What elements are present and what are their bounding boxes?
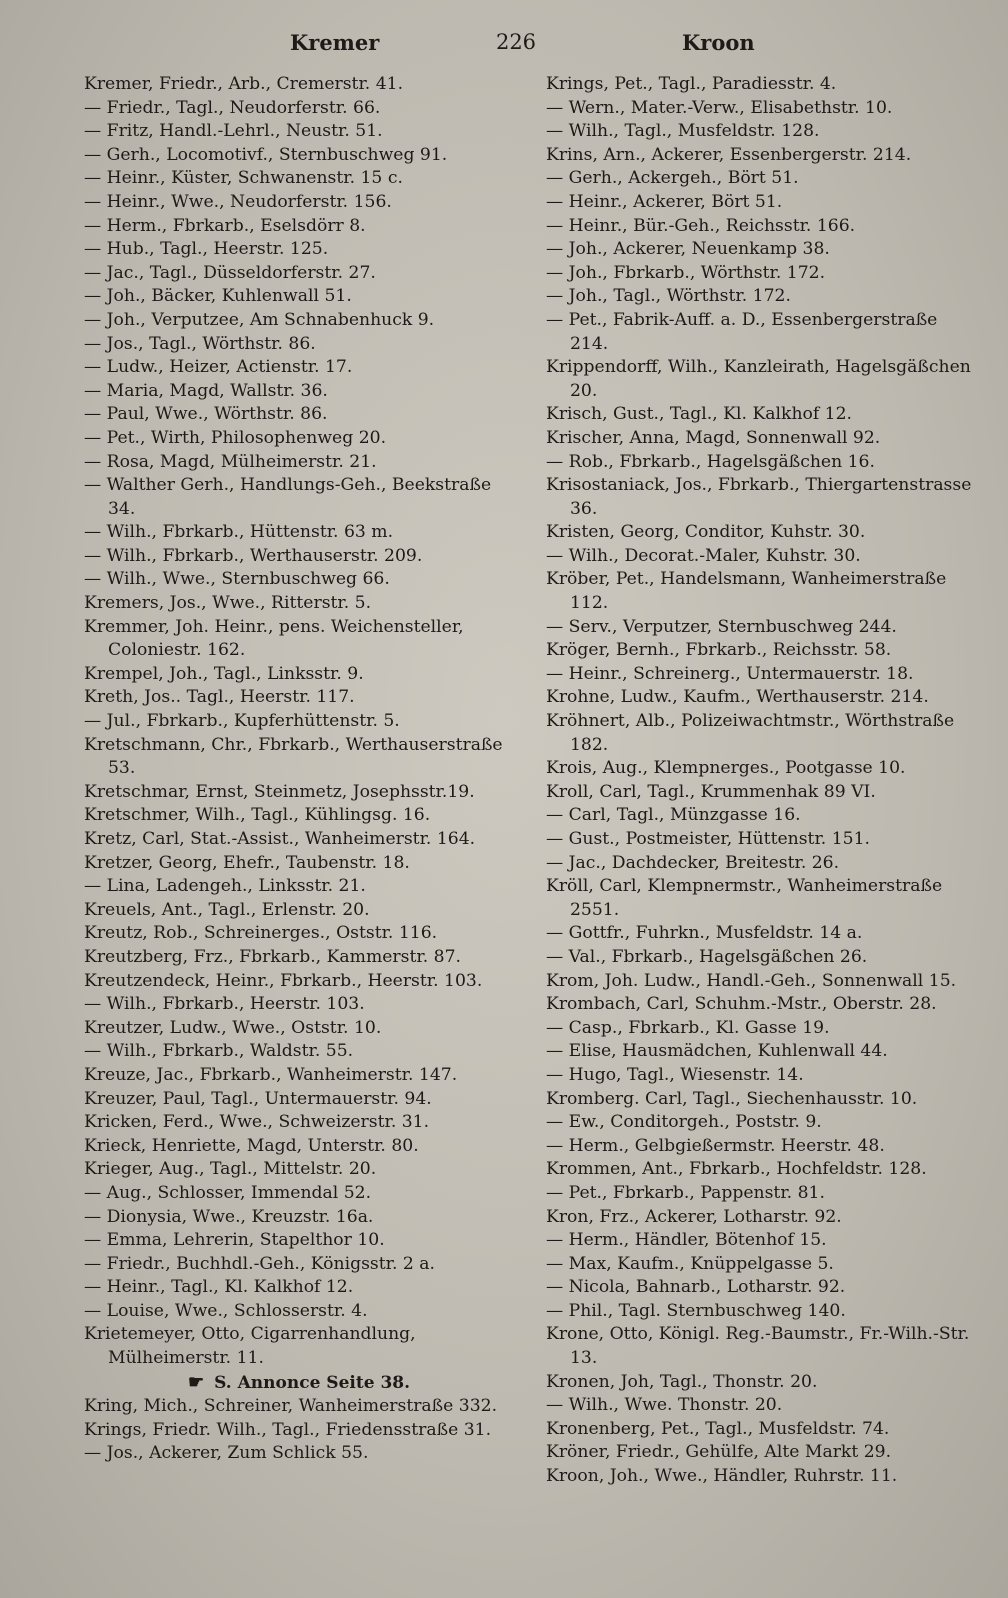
page-header [0,30,1008,64]
directory-entry: — Heinr., Tagl., Kl. Kalkhof 12. [84,1277,354,1298]
directory-entry: Krischer, Anna, Magd, Sonnenwall 92. [546,427,881,448]
directory-entry: — Pet., Fbrkarb., Pappenstr. 81. [546,1182,825,1203]
directory-entry: Krohne, Ludw., Kaufm., Werthauserstr. 214. [546,687,929,708]
directory-entry: Kröll, Carl, Klempnermstr., Wanheimerstraße 2551. [546,876,943,920]
directory-entry: Kroon, Joh., Wwe., Händler, Ruhrstr. 11. [546,1466,898,1487]
directory-entry: Krings, Friedr. Wilh., Tagl., Friedensstraße 31. [84,1419,492,1440]
directory-entry: Kretz, Carl, Stat.-Assist., Wanheimerstr. 164. [84,829,476,849]
directory-entry: — Wilh., Fbrkarb., Heerstr. 103. [84,994,365,1015]
directory-entry: — Wilh., Decorat.-Maler, Kuhstr. 30. [546,545,861,566]
directory-entry: Krone, Otto, Königl. Reg.-Baumstr., Fr.-Wilh.-Str. 13. [546,1324,970,1369]
directory-entry: Krieck, Henriette, Magd, Unterstr. 80. [84,1135,419,1156]
directory-entry: Krom, Joh. Ludw., Handl.-Geh., Sonnenwall 15. [546,970,957,991]
directory-entry: — Lina, Ladengeh., Linksstr. 21. [84,876,366,897]
directory-entry: — Hugo, Tagl., Wiesenstr. 14. [546,1064,804,1085]
directory-entry: — Phil., Tagl. Sternbuschweg 140. [546,1300,846,1321]
directory-entry: — Joh., Ackerer, Neuenkamp 38. [546,239,830,260]
directory-entry: Kreutzendeck, Heinr., Fbrkarb., Heerstr. 103. [84,970,483,991]
directory-entry: — Aug., Schlosser, Immendal 52. [84,1182,372,1203]
directory-entry: — Elise, Hausmädchen, Kuhlenwall 44. [546,1041,888,1062]
directory-entry: Kromberg. Carl, Tagl., Siechenhausstr. 10. [546,1088,918,1109]
directory-entry: — Herm., Fbrkarb., Eselsdörr 8. [84,215,366,236]
directory-entry: — Heinr., Schreinerg., Untermauerstr. 18. [546,663,914,684]
directory-entry: Kröber, Pet., Handelsmann, Wanheimerstraße 112. [546,569,947,614]
directory-entry: Kremer, Friedr., Arb., Cremerstr. 41. [84,74,404,94]
directory-entry: Kröhnert, Alb., Polizeiwachtmstr., Wörthstraße 182. [546,711,955,755]
directory-entry: Krieger, Aug., Tagl., Mittelstr. 20. [84,1159,377,1180]
directory-entry: — Max, Kaufm., Knüppelgasse 5. [546,1253,834,1274]
directory-entry: Kreuels, Ant., Tagl., Erlenstr. 20. [84,899,370,920]
directory-entry: Kreutz, Rob., Schreinerges., Oststr. 116. [84,923,438,944]
directory-entry: — Val., Fbrkarb., Hagelsgäßchen 26. [546,946,868,967]
directory-entry: — Gerh., Locomotivf., Sternbuschweg 91. [84,144,448,165]
directory-entry: Krins, Arn., Ackerer, Essenbergerstr. 214. [546,144,912,165]
page-number: 226 [495,30,537,54]
left-column [84,73,514,1466]
right-column [546,73,976,1489]
directory-entry: Kreuze, Jac., Fbrkarb., Wanheimerstr. 147. [84,1064,458,1085]
directory-entry: Kronenberg, Pet., Tagl., Musfeldstr. 74. [546,1418,890,1439]
header-left-keyword: Kremer [290,30,380,55]
directory-entry: — Louise, Wwe., Schlosserstr. 4. [84,1300,368,1321]
directory-entry: — Herm., Gelbgießermstr. Heerstr. 48. [546,1135,885,1156]
directory-entry: — Rosa, Magd, Mülheimerstr. 21. [84,451,377,472]
header-right-keyword: Kroon [682,30,755,55]
directory-entry: — Walther Gerh., Handlungs-Geh., Beekstraße 34. [84,475,492,519]
directory-entry: Krombach, Carl, Schuhm.-Mstr., Oberstr. 28. [546,994,937,1015]
directory-entry: Kreutzberg, Frz., Fbrkarb., Kammerstr. 87. [84,946,461,967]
directory-entry: — Nicola, Bahnarb., Lotharstr. 92. [546,1277,846,1298]
directory-entry: Krietemeyer, Otto, Cigarrenhandlung, Mülheimerstr. 11. [84,1324,416,1369]
directory-entry: — Paul, Wwe., Wörthstr. 86. [84,404,328,425]
directory-entry: — Friedr., Tagl., Neudorferstr. 66. [84,97,381,118]
directory-entry: — Rob., Fbrkarb., Hagelsgäßchen 16. [546,451,875,472]
directory-entry: Kring, Mich., Schreiner, Wanheimerstraße 332. [84,1396,498,1417]
directory-entry: Krings, Pet., Tagl., Paradiesstr. 4. [546,74,837,94]
directory-entry: — Dionysia, Wwe., Kreuzstr. 16a. [84,1206,374,1227]
directory-entry: — Heinr., Bür.-Geh., Reichsstr. 166. [546,215,856,236]
directory-entry: — Wern., Mater.-Verw., Elisabethstr. 10. [546,97,893,118]
directory-entry: Kreuzer, Paul, Tagl., Untermauerstr. 94. [84,1088,432,1109]
directory-entry: — Casp., Fbrkarb., Kl. Gasse 19. [546,1017,830,1038]
directory-entry: — Joh., Tagl., Wörthstr. 172. [546,286,791,307]
directory-entry: Kristen, Georg, Conditor, Kuhstr. 30. [546,522,866,543]
directory-entry: — Wilh., Fbrkarb., Hüttenstr. 63 m. [84,522,394,543]
directory-entry: — Jac., Dachdecker, Breitestr. 26. [546,852,840,873]
directory-entry: — Fritz, Handl.-Lehrl., Neustr. 51. [84,121,383,142]
directory-entry: Kremmer, Joh. Heinr., pens. Weichensteller, Coloniestr. 162. [84,616,464,661]
directory-entry: Kreutzer, Ludw., Wwe., Oststr. 10. [84,1017,382,1038]
directory-entry: — Herm., Händler, Bötenhof 15. [546,1230,827,1251]
directory-entry: — Wilh., Tagl., Musfeldstr. 128. [546,121,820,142]
directory-entry: Krois, Aug., Klempnerges., Pootgasse 10. [546,758,906,779]
directory-entry: Krippendorff, Wilh., Kanzleirath, Hagelsgäßchen 20. [546,357,971,401]
directory-entry: — Wilh., Fbrkarb., Waldstr. 55. [84,1041,354,1062]
directory-entry: — Ew., Conditorgeh., Poststr. 9. [546,1112,822,1133]
directory-entry: — Serv., Verputzer, Sternbuschweg 244. [546,616,897,637]
directory-entry: — Joh., Fbrkarb., Wörthstr. 172. [546,262,826,283]
directory-entry: Kretschmer, Wilh., Tagl., Kühlingsg. 16. [84,805,431,826]
directory-entry: — Jos., Tagl., Wörthstr. 86. [84,333,316,354]
annonce-reference [84,1371,514,1396]
directory-entry: — Pet., Wirth, Philosophenweg 20. [84,427,387,448]
directory-entry: — Jac., Tagl., Düsseldorferstr. 27. [84,262,376,283]
directory-entry: — Pet., Fabrik-Auff. a. D., Essenbergerstraße 214. [546,309,938,354]
directory-entry: — Ludw., Heizer, Actienstr. 17. [84,357,353,378]
directory-entry: — Maria, Magd, Wallstr. 36. [84,380,328,401]
directory-entry: — Heinr., Küster, Schwanenstr. 15 c. [84,168,403,189]
directory-entry: Kretschmar, Ernst, Steinmetz, Josephsstr.19. [84,781,475,802]
directory-entry: — Friedr., Buchhdl.-Geh., Königsstr. 2 a. [84,1253,435,1274]
annonce-text: S. Annonce Seite 38. [214,1372,411,1393]
directory-entry: — Joh., Verputzee, Am Schnabenhuck 9. [84,309,435,330]
directory-entry: — Wilh., Wwe. Thonstr. 20. [546,1395,783,1416]
directory-entry: Krempel, Joh., Tagl., Linksstr. 9. [84,663,364,684]
directory-entry: Krisch, Gust., Tagl., Kl. Kalkhof 12. [546,404,853,425]
directory-entry: Kricken, Ferd., Wwe., Schweizerstr. 31. [84,1112,430,1133]
directory-entry: Kröger, Bernh., Fbrkarb., Reichsstr. 58. [546,640,892,661]
directory-entry: Krisostaniack, Jos., Fbrkarb., Thiergartenstrasse 36. [546,475,972,519]
directory-entry: — Wilh., Fbrkarb., Werthauserstr. 209. [84,545,423,566]
directory-entry: — Gottfr., Fuhrkn., Musfeldstr. 14 a. [546,923,863,944]
directory-entry: Kretschmann, Chr., Fbrkarb., Werthauserstraße 53. [84,734,503,779]
directory-entry: Kremers, Jos., Wwe., Ritterstr. 5. [84,593,372,614]
directory-entry: — Joh., Bäcker, Kuhlenwall 51. [84,286,352,307]
directory-entry: — Emma, Lehrerin, Stapelthor 10. [84,1230,385,1251]
directory-entry: — Wilh., Wwe., Sternbuschweg 66. [84,569,390,590]
directory-entry: — Carl, Tagl., Münzgasse 16. [546,805,801,826]
directory-entry: — Gust., Postmeister, Hüttenstr. 151. [546,829,870,849]
directory-entry: — Gerh., Ackergeh., Bört 51. [546,168,799,189]
directory-entry: Kronen, Joh, Tagl., Thonstr. 20. [546,1371,818,1392]
directory-entry: Kroll, Carl, Tagl., Krummenhak 89 VI. [546,781,876,802]
directory-entry: — Jos., Ackerer, Zum Schlick 55. [84,1443,369,1464]
directory-entry: Kretzer, Georg, Ehefr., Taubenstr. 18. [84,852,410,873]
directory-entry: Kreth, Jos.. Tagl., Heerstr. 117. [84,687,355,708]
directory-entry: Krommen, Ant., Fbrkarb., Hochfeldstr. 128. [546,1159,927,1180]
directory-entry: Kröner, Friedr., Gehülfe, Alte Markt 29. [546,1442,892,1463]
directory-entry: — Heinr., Wwe., Neudorferstr. 156. [84,191,392,212]
directory-entry: — Hub., Tagl., Heerstr. 125. [84,239,329,260]
directory-entry: — Jul., Fbrkarb., Kupferhüttenstr. 5. [84,711,400,732]
pointing-hand-icon: ☛ [187,1371,205,1393]
directory-entry: — Heinr., Ackerer, Bört 51. [546,191,783,212]
directory-entry: Kron, Frz., Ackerer, Lotharstr. 92. [546,1206,842,1227]
